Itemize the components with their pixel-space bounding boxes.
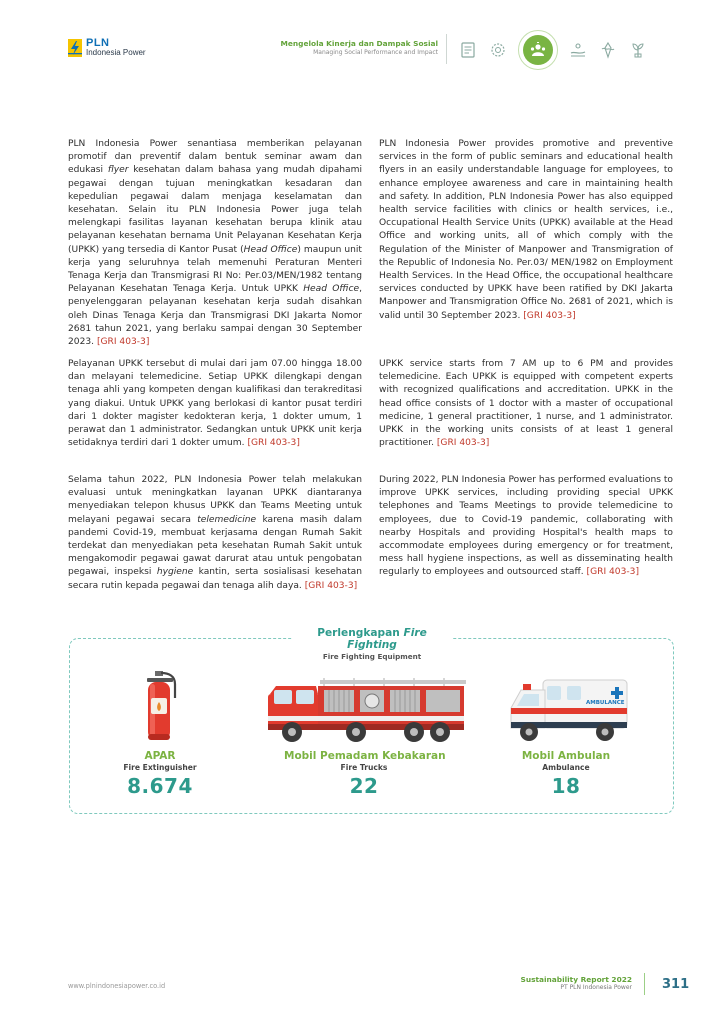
company-logo: [68, 38, 146, 57]
footer-divider: [644, 973, 645, 995]
text-run-italic: hygiene: [156, 567, 194, 578]
paragraph-id-3: [68, 474, 362, 593]
paragraph-en-3: [379, 474, 673, 580]
gri-reference: [GRI 403-3]: [586, 567, 639, 578]
lightning-logo-icon: [68, 39, 82, 57]
paragraph-id-2: [68, 358, 362, 450]
paragraph-id-1: [68, 138, 362, 349]
header-divider: [446, 34, 447, 64]
text-run: kantin, serta sosialisasi kesehatan secara rutin kepada pegawai dan tenaga alih daya.: [68, 567, 362, 591]
equipment-item-ambulance: [506, 750, 626, 798]
page-number: 311: [662, 977, 690, 992]
item-subtitle: Fire Trucks: [340, 763, 388, 772]
text-run-italic: Fire Fighting: [347, 627, 427, 651]
health-people-icon[interactable]: [518, 30, 558, 70]
logo-subtitle: Indonesia Power: [86, 48, 146, 57]
text-run-italic: flyer: [107, 165, 129, 176]
footer-report-title: Sustainability Report 2022: [520, 975, 632, 984]
fire-extinguisher-icon: [139, 668, 179, 748]
footer-url[interactable]: www.plnindonesiapower.co.id: [68, 982, 166, 990]
paragraph-en-2: [379, 358, 673, 450]
text-run: ) maupun unit kerja yang seluruhnya telah memenuhi Peraturan Menteri Tenaga Kerja dan Transmigrasi RI No: Per.03/MEN/1982 tentang Pelayanan Kesehatan Tenaga Kerja. Untuk UPKK: [68, 244, 363, 295]
text-run: Pelayanan UPKK tersebut di mulai dari jam 07.00 hingga 18.00 dan melayani telemedicine. Setiap UPKK dilengkapi dengan tenaga ahli yang kompeten dengan kualifikasi dan terakreditasi yang diakui. Untuk UPKK yang berlokasi di kantor pusat terdiri dari 1 dokter magister kedokteran kerja, 1 dokter umum, 1 perawat dan 1 administrator. Sedangkan untuk UPKK unit kerja setidaknya terdiri dari 1 dokter umum.: [68, 359, 362, 449]
gri-reference: [GRI 403-3]: [96, 337, 150, 348]
text-run: PLN Indonesia Power senantiasa memberikan pelayanan promotif dan preventif dalam bentuk seminar awam dan edukasi: [68, 139, 362, 176]
item-count: 18: [551, 774, 581, 798]
item-count: 22: [349, 774, 379, 798]
equipment-item-extinguisher: [100, 750, 220, 798]
equipment-title-id: [292, 627, 452, 651]
item-subtitle: Fire Extinguisher: [123, 763, 197, 772]
gri-reference: [GRI 403-3]: [247, 438, 300, 449]
footer-report: [521, 975, 633, 992]
equipment-title: [292, 627, 452, 661]
equipment-item-fire-truck: [284, 750, 444, 798]
text-run-italic: telemedicine: [197, 514, 257, 525]
section-title: [281, 40, 438, 56]
text-run: karena masih dalam pandemi Covid-19, membuat kerjasama dengan Rumah Sakit terdekat dan menyediakan peta kesehatan Rumah Sakit untuk mengakomodir pegawai gawat darurat atau untuk pengobatan pegawai, inspeksi: [68, 514, 362, 578]
text-run: Selama tahun 2022, PLN Indonesia Power telah melakukan evaluasi untuk meningkatkan layanan UPKK diantaranya menyediakan telepon khusus UPKK dan Teams Meeting untuk melayani pegawai secara: [68, 475, 362, 525]
item-count: 8.674: [127, 774, 193, 798]
gri-reference: [GRI 403-3]: [436, 438, 490, 449]
community-hand-icon[interactable]: [568, 40, 588, 60]
chapter-nav: [458, 30, 648, 70]
text-run: During 2022, PLN Indonesia Power has performed evaluations to improve UPKK services, including providing special UPKK telephones and Teams Meetings to provide telemedicine to employees, due to Covid-19 pandemic, collaborating with nearby Hospitals and providing Hospital's health maps to accommodate employees during emergency or for treatment, mess hall hygiene inspections, as well as disseminating health regularly to employees and outsourced staff.: [379, 475, 673, 578]
fire-truck-icon: [264, 676, 468, 750]
document-icon[interactable]: [458, 40, 478, 60]
equipment-title-en: Fire Fighting Equipment: [322, 652, 422, 661]
gear-people-icon[interactable]: [488, 40, 508, 60]
text-run: kesehatan dalam bahasa yang mudah dipahami pegawai dengan tujuan meningkatkan kesadaran dan kepedulian pegawai dalam menjaga keselamatan dan kesehatan. Selain itu PLN Indonesia Power juga telah melengkapi fasilitas layanan kesehatan berupa klinik atau pelayanan kesehatan bernama Unit Pelayanan Kesehatan Kerja (UPKK) yang tersedia di Kantor Pusat (: [68, 165, 362, 255]
text-run: , penyelenggaran pelayanan kesehatan kerja sudah disahkan oleh Dinas Tenaga Kerja dan Transmigrasi DKI Jakarta Nomor 2681 tahun 2021, yang berlaku sampai dengan 30 September 2023.: [68, 284, 362, 348]
text-run: Perlengkapan: [317, 627, 404, 639]
item-name: Mobil Ambulan: [521, 750, 611, 762]
ambulance-icon: [507, 678, 633, 748]
gri-reference: [GRI 403-3]: [304, 580, 358, 591]
item-subtitle: Ambulance: [542, 763, 590, 772]
gri-reference: [GRI 403-3]: [523, 310, 576, 321]
item-name: APAR: [144, 750, 176, 762]
section-title-id: Mengelola Kinerja dan Dampak Sosial: [280, 39, 438, 48]
ambulance-label: AMBULANCE: [586, 700, 625, 706]
text-run-italic: Head Office: [243, 244, 298, 255]
logo-brand: PLN: [86, 37, 110, 49]
text-run: UPKK service starts from 7 AM up to 6 PM and provides telemedicine. Each UPKK is equipped with competent experts with recognized qualifications and accreditation. UPKK in the head office consists of 1 doctor with a master of occupational medicine, 1 general practitioner, 1 nurse, and 1 administrator. UPKK in the working units consists of at least 1 general practitioner.: [379, 359, 673, 449]
text-run-italic: Head Office: [303, 284, 360, 295]
paragraph-en-1: [379, 138, 673, 323]
footer-company: PT PLN Indonesia Power: [560, 984, 632, 992]
plant-icon[interactable]: [628, 40, 648, 60]
item-name: Mobil Pemadam Kebakaran: [284, 750, 446, 762]
text-run: PLN Indonesia Power provides promotive and preventive services in the form of public seminars and educational health flyers in an easily understandable language for employees, to enhance employee awareness and care in maintaining health and safety. In addition, PLN Indonesia Power has also equipped health service facilities with clinics or health services, i.e., Occupational Health Service Units (UPKK) available at the Head Office and working units, all of which comply with the Regulation of the Minister of Manpower and Transmigration of the Republic of Indonesia No. Per.03/ MEN/1982 on Employment Health Services. In the Head Office, the occupational healthcare services conducted by UPKK have been ratified by DKI Jakarta Manpower and Transmigration Office No. 2681 of 2021, which is valid until 30 September 2023.: [379, 139, 673, 321]
section-title-en: Managing Social Performance and Impact: [313, 48, 438, 56]
environment-icon[interactable]: [598, 40, 618, 60]
